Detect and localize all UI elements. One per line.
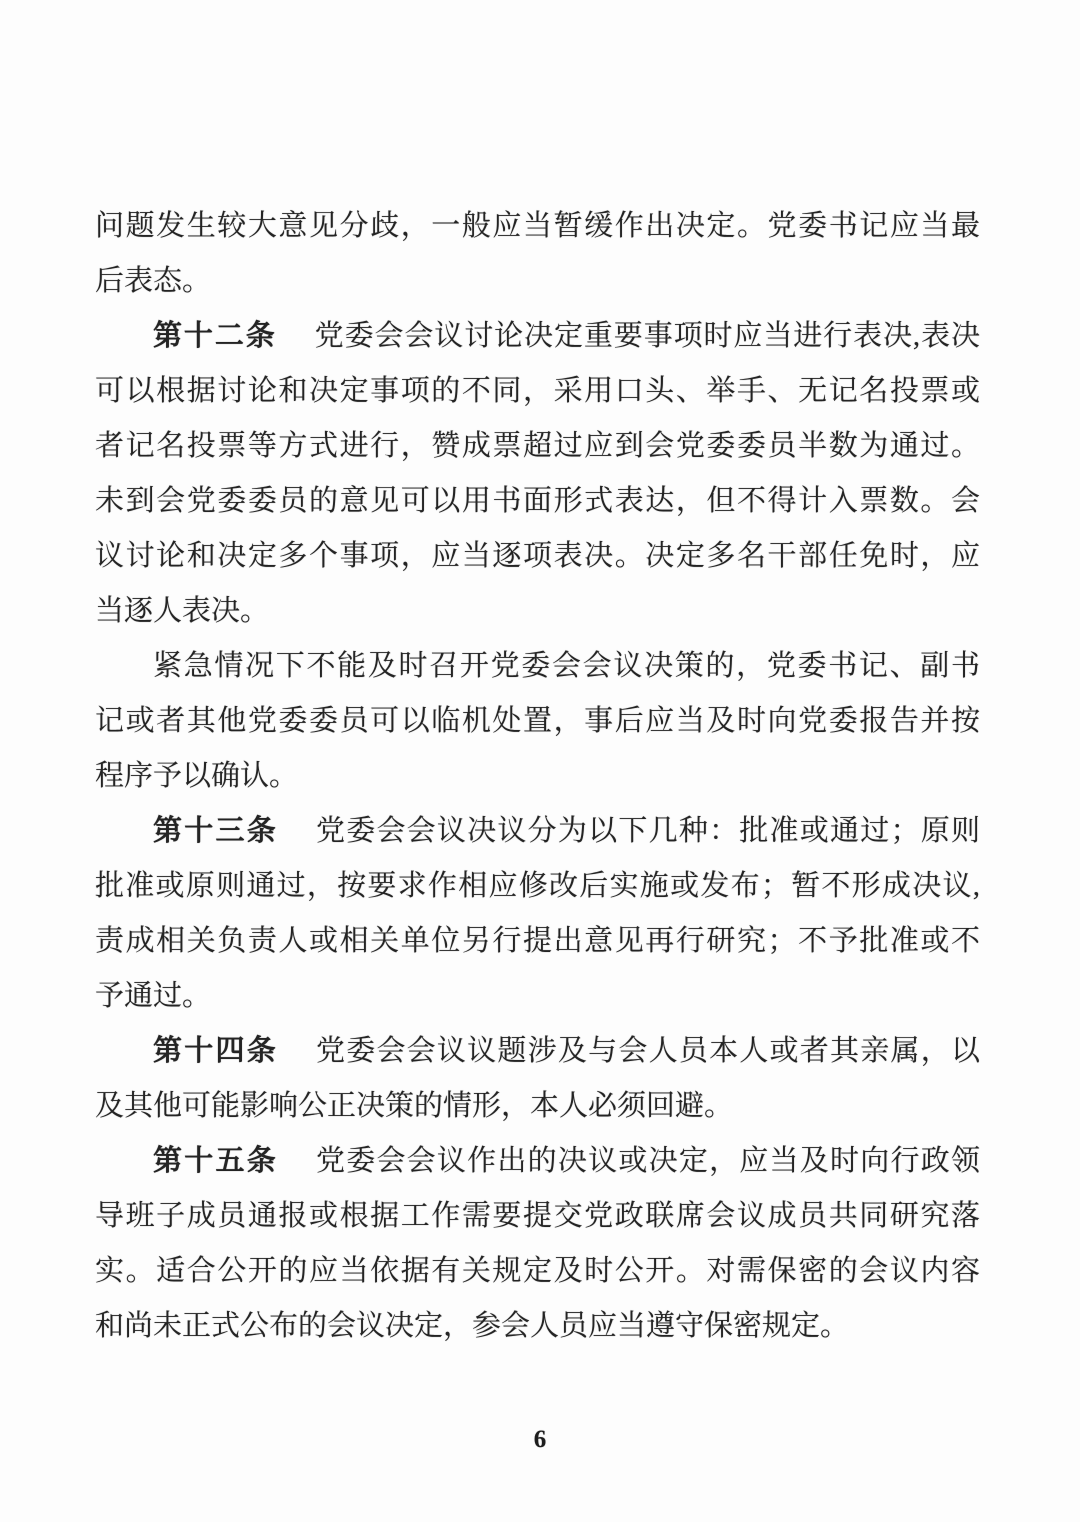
text-line: 和尚未正式公布的会议决定，参会人员应当遵守保密规定。: [95, 1310, 850, 1342]
text-line: [95, 1024, 980, 1079]
document-body: [95, 199, 980, 1354]
text-line: 批准或原则通过，按要求作相应修改后实施或发布；暂不形成决议,: [95, 870, 980, 902]
page-number: 6: [533, 1426, 547, 1453]
text-line: 责成相关负责人或相关单位另行提出意见再行研究；不予批准或不: [95, 925, 980, 957]
text-line: 者记名投票等方式进行，赞成票超过应到会党委委员半数为通过。: [95, 430, 980, 462]
text-line: [95, 1134, 980, 1189]
text-line: [95, 309, 980, 364]
text-line: 及其他可能影响公正决策的情形，本人必须回避。: [95, 1090, 734, 1122]
article-number: 第十四条: [153, 1035, 278, 1067]
text-line: 予通过。: [95, 980, 212, 1012]
article-text: 党委会会议决议分为以下几种：批准或通过；原则: [315, 815, 980, 847]
article-text: 党委会会议作出的决议或决定，应当及时向行政领: [315, 1145, 980, 1177]
text-line: 紧急情况下不能及时召开党委会会议决策的，党委书记、副书: [153, 650, 980, 682]
text-line: 程序予以确认。: [95, 760, 299, 792]
article-number: 第十二条: [153, 320, 277, 352]
text-line: 未到会党委委员的意见可以用书面形式表达，但不得计入票数。会: [95, 485, 980, 517]
text-line: [95, 804, 980, 859]
text-line: 问题发生较大意见分歧，一般应当暂缓作出决定。党委书记应当最: [95, 210, 980, 242]
text-line: 议讨论和决定多个事项，应当逐项表决。决定多名干部任免时，应: [95, 540, 980, 572]
article-text: 党委会会议讨论决定重要事项时应当进行表决,表决: [314, 320, 980, 352]
text-line: 记或者其他党委委员可以临机处置，事后应当及时向党委报告并按: [95, 705, 980, 737]
text-line: 后表态。: [95, 265, 212, 297]
article-text: 党委会会议议题涉及与会人员本人或者其亲属，以: [315, 1035, 980, 1067]
article-number: 第十三条: [153, 815, 278, 847]
text-line: 导班子成员通报或根据工作需要提交党政联席会议成员共同研究落: [95, 1200, 980, 1232]
text-line: 当逐人表决。: [95, 595, 270, 627]
text-line: 实。适合公开的应当依据有关规定及时公开。对需保密的会议内容: [95, 1255, 980, 1287]
text-line: 可以根据讨论和决定事项的不同，采用口头、举手、无记名投票或: [95, 375, 980, 407]
article-number: 第十五条: [153, 1145, 278, 1177]
